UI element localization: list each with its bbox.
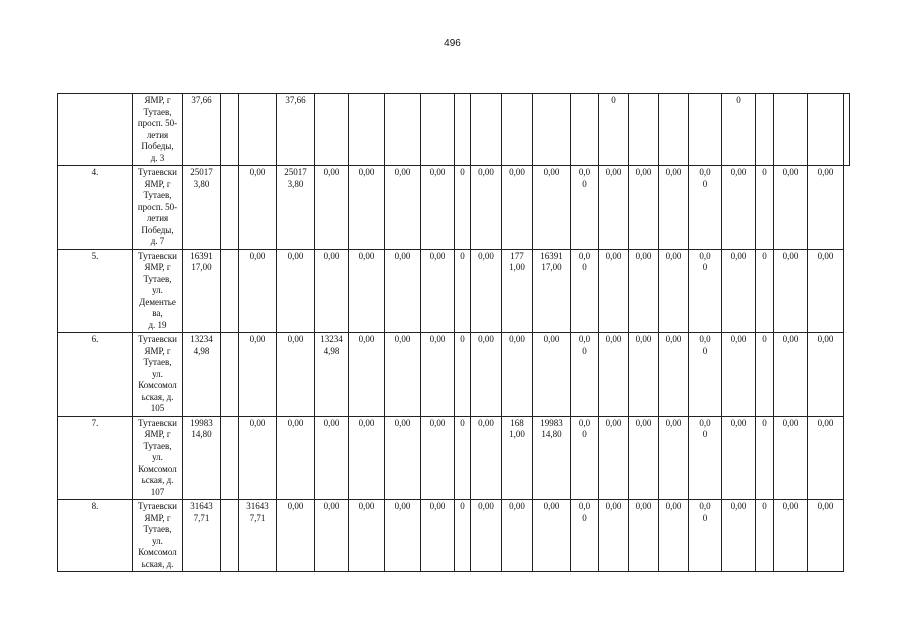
value-cell: 37,66 (183, 94, 221, 166)
value-cell (629, 94, 659, 166)
value-cell: 0,00 (659, 333, 689, 417)
value-cell: 37,66 (277, 94, 315, 166)
value-cell: 0,00 (349, 249, 385, 333)
row-number-cell: 7. (58, 416, 133, 500)
value-cell: 0,00 (659, 416, 689, 500)
value-cell: 0,00 (808, 249, 844, 333)
value-cell: 0,00 (629, 166, 659, 250)
value-cell: 31643 7,71 (239, 500, 277, 572)
value-cell: 0,00 (277, 416, 315, 500)
empty-cell (221, 94, 239, 166)
value-cell: 0,00 (239, 333, 277, 417)
value-cell (421, 94, 455, 166)
value-cell: 0,00 (502, 500, 533, 572)
empty-cell (221, 249, 239, 333)
value-cell: 0,0 0 (689, 166, 722, 250)
value-cell: 0,00 (315, 500, 349, 572)
table-row (58, 166, 850, 250)
value-cell: 0,00 (471, 500, 502, 572)
value-cell: 0,00 (808, 333, 844, 417)
value-cell: 0,00 (239, 166, 277, 250)
value-cell: 25017 3,80 (183, 166, 221, 250)
value-cell: 0,00 (502, 166, 533, 250)
value-cell: 0,00 (533, 333, 571, 417)
value-cell: 0,00 (421, 333, 455, 417)
value-cell: 0,00 (774, 416, 808, 500)
value-cell: 0,00 (471, 166, 502, 250)
row-number-cell: 8. (58, 500, 133, 572)
table-row (58, 94, 850, 166)
value-cell: 0,00 (315, 166, 349, 250)
value-cell: 0,00 (722, 333, 756, 417)
address-cell: Тутаевски ЯМР, г Тутаев, ул. Комсомол ьская, д. (133, 500, 183, 572)
value-cell: 0 (455, 333, 471, 417)
value-cell: 0,00 (421, 416, 455, 500)
value-cell (502, 94, 533, 166)
value-cell (571, 94, 599, 166)
value-cell (533, 94, 571, 166)
value-cell: 0,00 (315, 249, 349, 333)
value-cell: 0,00 (533, 500, 571, 572)
value-cell: 0,00 (239, 249, 277, 333)
value-cell: 0,00 (774, 166, 808, 250)
value-cell: 0,00 (421, 500, 455, 572)
value-cell (689, 94, 722, 166)
value-cell (239, 94, 277, 166)
value-cell: 0,00 (808, 416, 844, 500)
table-row (58, 249, 850, 333)
value-cell: 0 (756, 416, 774, 500)
row-number-cell: 6. (58, 333, 133, 417)
empty-cell (221, 416, 239, 500)
value-cell: 0,0 0 (571, 416, 599, 500)
value-cell: 0,0 0 (689, 249, 722, 333)
value-cell: 0,00 (349, 166, 385, 250)
value-cell: 0 (756, 249, 774, 333)
value-cell: 0,00 (349, 416, 385, 500)
value-cell: 0 (455, 500, 471, 572)
value-cell (659, 94, 689, 166)
value-cell: 0,0 0 (689, 500, 722, 572)
value-cell (455, 94, 471, 166)
value-cell: 0,0 0 (689, 416, 722, 500)
value-cell: 0,0 0 (571, 333, 599, 417)
value-cell: 19983 14,80 (183, 416, 221, 500)
value-cell: 0,0 0 (571, 166, 599, 250)
table-row (58, 500, 850, 572)
address-cell: Тутаевски ЯМР, г Тутаев, ул. Комсомол ьская, д. 105 (133, 333, 183, 417)
value-cell: 0,00 (277, 500, 315, 572)
value-cell: 0 (455, 249, 471, 333)
value-cell: 0,00 (599, 333, 629, 417)
row-number-cell: 5. (58, 249, 133, 333)
empty-cell (221, 166, 239, 250)
value-cell: 0,00 (659, 249, 689, 333)
value-cell: 13234 4,98 (315, 333, 349, 417)
value-cell (756, 94, 774, 166)
value-cell (349, 94, 385, 166)
value-cell: 0,00 (385, 249, 421, 333)
value-cell: 168 1,00 (502, 416, 533, 500)
value-cell: 0,00 (471, 249, 502, 333)
value-cell: 13234 4,98 (183, 333, 221, 417)
value-cell (315, 94, 349, 166)
value-cell: 0,00 (774, 249, 808, 333)
value-cell: 0,00 (349, 500, 385, 572)
value-cell: 0 (756, 500, 774, 572)
value-cell: 0,00 (277, 249, 315, 333)
row-number-cell (58, 94, 133, 166)
value-cell: 0 (756, 166, 774, 250)
empty-cell (221, 500, 239, 572)
value-cell: 0 (455, 416, 471, 500)
table-row (58, 333, 850, 417)
value-cell: 0,00 (421, 249, 455, 333)
value-cell: 0,00 (599, 416, 629, 500)
value-cell: 0,00 (533, 166, 571, 250)
value-cell: 0,00 (659, 500, 689, 572)
value-cell: 0 (455, 166, 471, 250)
value-cell: 0,00 (722, 249, 756, 333)
value-cell (844, 94, 850, 166)
value-cell: 0,0 0 (571, 500, 599, 572)
value-cell: 0,0 0 (689, 333, 722, 417)
value-cell: 31643 7,71 (183, 500, 221, 572)
value-cell: 0,00 (808, 166, 844, 250)
address-cell: ЯМР, г Тутаев, просп. 50- летия Победы, д. 3 (133, 94, 183, 166)
value-cell: 0 (756, 333, 774, 417)
value-cell: 0,00 (471, 416, 502, 500)
row-number-cell: 4. (58, 166, 133, 250)
value-cell: 0,00 (659, 166, 689, 250)
value-cell: 0,00 (502, 333, 533, 417)
value-cell: 0,00 (629, 416, 659, 500)
value-cell: 0 (722, 94, 756, 166)
value-cell: 0,00 (471, 333, 502, 417)
value-cell: 177 1,00 (502, 249, 533, 333)
value-cell: 0,00 (599, 249, 629, 333)
value-cell (774, 94, 808, 166)
value-cell: 0,00 (774, 500, 808, 572)
value-cell: 0 (599, 94, 629, 166)
value-cell: 0,00 (315, 416, 349, 500)
page-number: 496 (444, 38, 461, 49)
value-cell: 0,00 (722, 416, 756, 500)
address-cell: Тутаевски ЯМР, г Тутаев, просп. 50- летия Победы, д. 7 (133, 166, 183, 250)
value-cell: 0,00 (239, 416, 277, 500)
value-cell: 0,00 (599, 500, 629, 572)
value-cell: 0,00 (629, 333, 659, 417)
value-cell: 0,0 0 (571, 249, 599, 333)
value-cell: 0,00 (385, 416, 421, 500)
value-cell: 0,00 (629, 249, 659, 333)
value-cell: 0,00 (774, 333, 808, 417)
value-cell: 16391 17,00 (533, 249, 571, 333)
value-cell: 0,00 (421, 166, 455, 250)
value-cell: 0,00 (629, 500, 659, 572)
value-cell (471, 94, 502, 166)
value-cell: 0,00 (599, 166, 629, 250)
value-cell: 0,00 (385, 500, 421, 572)
value-cell: 0,00 (722, 500, 756, 572)
data-table (57, 93, 850, 572)
empty-cell (221, 333, 239, 417)
table-row (58, 416, 850, 500)
address-cell: Тутаевски ЯМР, г Тутаев, ул. Комсомол ьская, д. 107 (133, 416, 183, 500)
address-cell: Тутаевски ЯМР, г Тутаев, ул. Дементье ва, д. 19 (133, 249, 183, 333)
value-cell: 0,00 (385, 166, 421, 250)
value-cell (808, 94, 844, 166)
value-cell: 0,00 (277, 333, 315, 417)
value-cell (385, 94, 421, 166)
value-cell: 25017 3,80 (277, 166, 315, 250)
value-cell: 0,00 (385, 333, 421, 417)
value-cell: 0,00 (349, 333, 385, 417)
value-cell: 0,00 (808, 500, 844, 572)
value-cell: 16391 17,00 (183, 249, 221, 333)
value-cell: 0,00 (722, 166, 756, 250)
value-cell: 19983 14,80 (533, 416, 571, 500)
